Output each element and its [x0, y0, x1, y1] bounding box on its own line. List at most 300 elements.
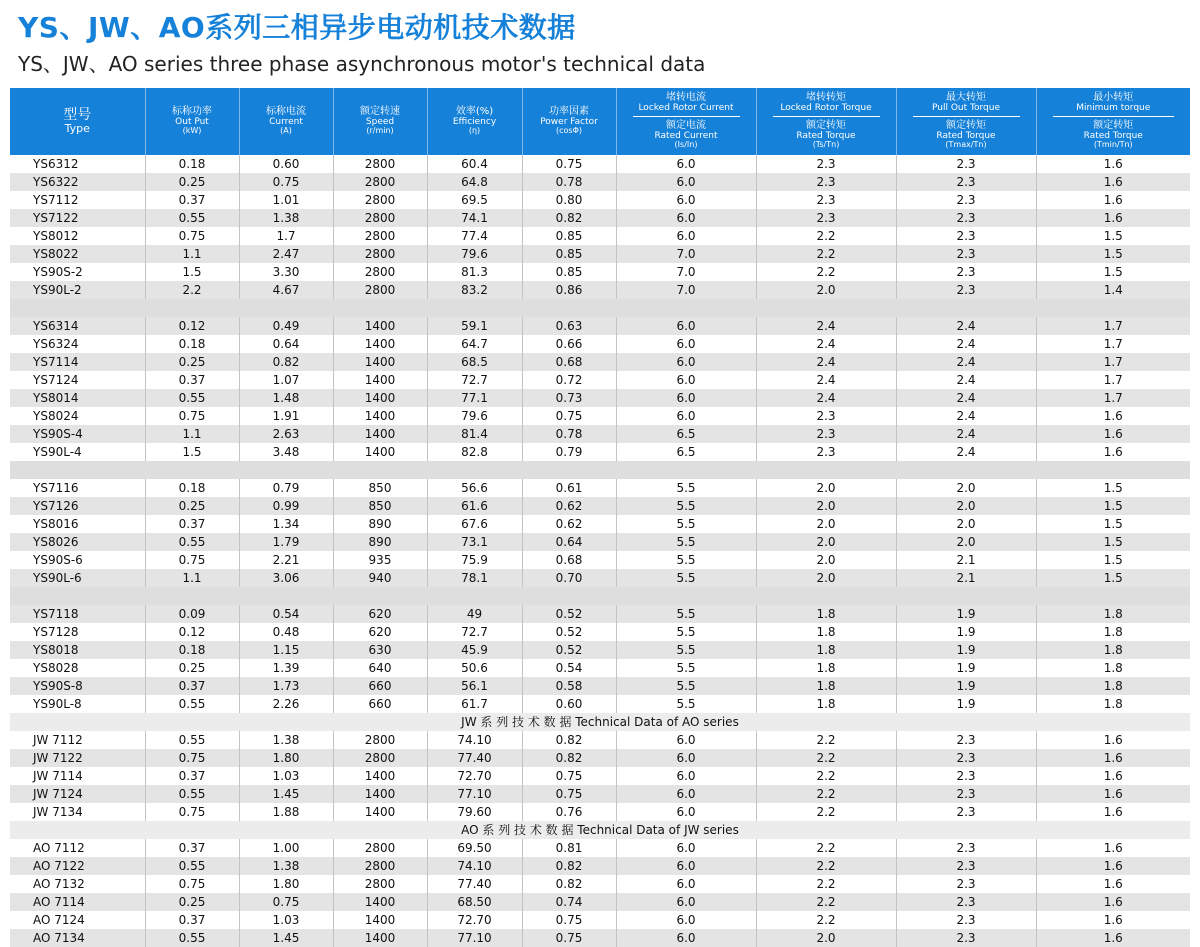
value-cell: 0.18 [145, 155, 239, 173]
value-cell: 6.0 [616, 767, 756, 785]
value-cell: 640 [333, 659, 427, 677]
value-cell: 0.82 [522, 875, 616, 893]
value-cell: 2.3 [896, 173, 1036, 191]
value-cell: 1.34 [239, 515, 333, 533]
value-cell: 2.4 [896, 353, 1036, 371]
value-cell: 2.2 [145, 281, 239, 299]
model-cell: YS90L-2 [10, 281, 145, 299]
value-cell: 660 [333, 695, 427, 713]
value-cell: 7.0 [616, 281, 756, 299]
table-row [10, 569, 1190, 587]
model-cell: AO 7134 [10, 929, 145, 947]
model-cell: YS90S-6 [33, 553, 83, 567]
value-cell: 72.70 [427, 767, 522, 785]
model-cell: YS7128 [33, 625, 79, 639]
value-cell: 2.3 [896, 263, 1036, 281]
value-cell: 2.0 [756, 551, 896, 569]
separator-row [10, 587, 1190, 605]
value-cell: 2.2 [756, 227, 896, 245]
value-cell: 2.0 [756, 479, 896, 497]
value-cell: 2.2 [756, 911, 896, 929]
value-cell: 0.52 [522, 623, 616, 641]
value-cell: 0.55 [145, 533, 239, 551]
value-cell: 77.40 [427, 875, 522, 893]
table-row [10, 425, 1190, 443]
value-cell: 1.6 [1036, 767, 1190, 785]
value-cell: 2.3 [756, 209, 896, 227]
value-cell: 1.6 [1036, 785, 1190, 803]
value-cell: 0.55 [145, 389, 239, 407]
value-cell: 1400 [333, 425, 427, 443]
value-cell: 1.7 [1036, 335, 1190, 353]
value-cell: 5.5 [616, 569, 756, 587]
value-cell: 1.6 [1036, 191, 1190, 209]
value-cell: 1.5 [1036, 533, 1190, 551]
model-cell: YS6324 [33, 337, 79, 351]
value-cell: 2.3 [896, 227, 1036, 245]
header-output: 标称功率 Out Put (kW) [145, 88, 239, 155]
value-cell: 0.61 [522, 479, 616, 497]
value-cell: 1.1 [145, 569, 239, 587]
value-cell: 660 [333, 677, 427, 695]
value-cell: 1400 [333, 407, 427, 425]
value-cell: 1.8 [756, 677, 896, 695]
value-cell: 2800 [333, 173, 427, 191]
value-cell: 2800 [333, 731, 427, 749]
value-cell: 0.78 [522, 173, 616, 191]
value-cell: 50.6 [427, 659, 522, 677]
value-cell: 79.60 [427, 803, 522, 821]
value-cell: 5.5 [616, 659, 756, 677]
value-cell: 6.0 [616, 857, 756, 875]
value-cell: 0.18 [145, 335, 239, 353]
table-row [10, 479, 1190, 497]
value-cell: 1.8 [1036, 677, 1190, 695]
value-cell: 79.6 [427, 245, 522, 263]
value-cell: 935 [333, 551, 427, 569]
value-cell: 4.67 [239, 281, 333, 299]
value-cell: 0.25 [145, 497, 239, 515]
value-cell: 2.4 [896, 425, 1036, 443]
model-cell: YS8028 [33, 661, 79, 675]
value-cell: 0.79 [239, 479, 333, 497]
section-header-row [10, 713, 1190, 731]
value-cell: 6.0 [616, 875, 756, 893]
value-cell: 2.4 [896, 371, 1036, 389]
value-cell: 2.3 [896, 893, 1036, 911]
value-cell: 1.8 [756, 623, 896, 641]
value-cell: 0.73 [522, 389, 616, 407]
value-cell: 2.3 [756, 173, 896, 191]
value-cell: 6.0 [616, 893, 756, 911]
value-cell: 0.37 [145, 911, 239, 929]
value-cell: 0.75 [239, 893, 333, 911]
value-cell: 3.06 [239, 569, 333, 587]
table-row [10, 371, 1190, 389]
value-cell: 2.3 [896, 767, 1036, 785]
value-cell: 0.68 [522, 353, 616, 371]
value-cell: 3.30 [239, 263, 333, 281]
table-row [10, 749, 1190, 767]
value-cell: 0.12 [145, 317, 239, 335]
value-cell: 2800 [333, 155, 427, 173]
value-cell: 2800 [333, 227, 427, 245]
model-cell: YS6322 [10, 173, 145, 191]
value-cell: 1.00 [239, 839, 333, 857]
value-cell: 1.6 [1036, 893, 1190, 911]
model-cell: YS8014 [10, 389, 145, 407]
value-cell: 77.4 [427, 227, 522, 245]
value-cell: 61.7 [427, 695, 522, 713]
value-cell: 6.0 [616, 353, 756, 371]
model-cell: YS90L-8 [33, 697, 82, 711]
separator-row [10, 461, 1190, 479]
value-cell: 2.4 [896, 443, 1036, 461]
value-cell: 1.80 [239, 749, 333, 767]
value-cell: 6.0 [616, 749, 756, 767]
value-cell: 0.75 [522, 929, 616, 947]
value-cell: 82.8 [427, 443, 522, 461]
model-cell: AO 7122 [10, 857, 145, 875]
value-cell: 1.9 [896, 605, 1036, 623]
value-cell: 1.6 [1036, 875, 1190, 893]
value-cell: 1.7 [1036, 389, 1190, 407]
value-cell: 2.3 [756, 407, 896, 425]
value-cell: 1400 [333, 443, 427, 461]
value-cell: 0.37 [145, 677, 239, 695]
value-cell: 1400 [333, 785, 427, 803]
value-cell: 0.75 [522, 785, 616, 803]
value-cell: 0.75 [145, 407, 239, 425]
value-cell: 1.6 [1036, 839, 1190, 857]
value-cell: 0.60 [522, 695, 616, 713]
model-cell: YS7112 [33, 193, 79, 207]
value-cell: 0.82 [522, 749, 616, 767]
model-cell: YS6314 [10, 317, 145, 335]
value-cell: 2.3 [896, 803, 1036, 821]
table-row [10, 767, 1190, 785]
table-row [10, 839, 1190, 857]
table-row [10, 875, 1190, 893]
value-cell: 3.48 [239, 443, 333, 461]
value-cell: 2.0 [896, 497, 1036, 515]
value-cell: 0.60 [239, 155, 333, 173]
value-cell: 0.78 [522, 425, 616, 443]
value-cell: 2800 [333, 209, 427, 227]
value-cell: 1.7 [1036, 317, 1190, 335]
value-cell: 56.1 [427, 677, 522, 695]
value-cell: 5.5 [616, 623, 756, 641]
value-cell: 2.26 [239, 695, 333, 713]
value-cell: 6.5 [616, 443, 756, 461]
section-header-row [10, 821, 1190, 839]
value-cell: 2.21 [239, 551, 333, 569]
value-cell: 6.0 [616, 407, 756, 425]
value-cell: 2.47 [239, 245, 333, 263]
value-cell: 1.7 [1036, 371, 1190, 389]
value-cell: 1.1 [145, 425, 239, 443]
value-cell: 2.0 [896, 515, 1036, 533]
value-cell: 2.2 [756, 893, 896, 911]
value-cell: 0.63 [522, 317, 616, 335]
value-cell: 1.6 [1036, 857, 1190, 875]
value-cell: 0.80 [522, 191, 616, 209]
value-cell: 0.75 [145, 875, 239, 893]
value-cell: 2.3 [896, 749, 1036, 767]
value-cell: 0.64 [239, 335, 333, 353]
value-cell: 1400 [333, 803, 427, 821]
value-cell: 0.37 [145, 515, 239, 533]
value-cell: 0.25 [145, 893, 239, 911]
table-row [10, 677, 1190, 695]
value-cell: 2800 [333, 839, 427, 857]
value-cell: 0.18 [145, 641, 239, 659]
value-cell: 2.3 [896, 155, 1036, 173]
model-cell: JW 7122 [10, 749, 145, 767]
value-cell: 2.3 [896, 785, 1036, 803]
value-cell: 74.10 [427, 857, 522, 875]
value-cell: 72.70 [427, 911, 522, 929]
header-power-factor: 功率因素 Power Factor (cosΦ) [522, 88, 616, 155]
value-cell: 850 [333, 479, 427, 497]
model-cell: YS7118 [10, 605, 145, 623]
value-cell: 0.76 [522, 803, 616, 821]
value-cell: 6.0 [616, 191, 756, 209]
value-cell: 64.7 [427, 335, 522, 353]
value-cell: 2.0 [756, 569, 896, 587]
value-cell: 56.6 [427, 479, 522, 497]
value-cell: 1.1 [145, 245, 239, 263]
value-cell: 74.1 [427, 209, 522, 227]
value-cell: 1.8 [756, 659, 896, 677]
value-cell: 0.75 [239, 173, 333, 191]
value-cell: 0.86 [522, 281, 616, 299]
value-cell: 1.5 [1036, 497, 1190, 515]
value-cell: 1.6 [1036, 443, 1190, 461]
model-cell: YS8016 [33, 517, 79, 531]
model-cell: YS8012 [33, 229, 79, 243]
value-cell: 1.88 [239, 803, 333, 821]
value-cell: 0.75 [522, 155, 616, 173]
value-cell: 6.0 [616, 209, 756, 227]
value-cell: 49 [427, 605, 522, 623]
value-cell: 1.03 [239, 911, 333, 929]
table-row [10, 641, 1190, 659]
model-cell: YS90S-4 [10, 425, 145, 443]
value-cell: 2.3 [756, 191, 896, 209]
value-cell: 2.0 [896, 533, 1036, 551]
table-header-row [10, 88, 1190, 155]
value-cell: 68.5 [427, 353, 522, 371]
value-cell: 5.5 [616, 533, 756, 551]
model-cell: YS6312 [33, 157, 79, 171]
value-cell: 2.4 [896, 335, 1036, 353]
value-cell: 0.54 [239, 605, 333, 623]
table-row [10, 317, 1190, 335]
value-cell: 1.45 [239, 929, 333, 947]
value-cell: 2.2 [756, 839, 896, 857]
value-cell: 1.9 [896, 659, 1036, 677]
value-cell: 1.8 [1036, 695, 1190, 713]
model-cell: YS7116 [33, 481, 79, 495]
model-cell: YS8022 [10, 245, 145, 263]
table-row [10, 497, 1190, 515]
section-title: AO 系 列 技 术 数 据 Technical Data of JW series [10, 821, 1190, 839]
value-cell: 0.75 [145, 227, 239, 245]
value-cell: 81.4 [427, 425, 522, 443]
model-cell: YS8018 [10, 641, 145, 659]
value-cell: 0.25 [145, 659, 239, 677]
value-cell: 7.0 [616, 245, 756, 263]
value-cell: 2.3 [896, 731, 1036, 749]
header-efficiency: 效率(%) Efficiency (η) [427, 88, 522, 155]
header-locked-rotor-torque: 堵转转矩 Locked Rotor Torque 额定转矩 Rated Torque (Ts/Tn) [756, 88, 896, 155]
value-cell: 2.2 [756, 803, 896, 821]
table-row [10, 515, 1190, 533]
value-cell: 2.0 [756, 929, 896, 947]
value-cell: 45.9 [427, 641, 522, 659]
value-cell: 1.5 [1036, 263, 1190, 281]
value-cell: 1.48 [239, 389, 333, 407]
model-cell: YS7122 [10, 209, 145, 227]
value-cell: 0.37 [145, 839, 239, 857]
value-cell: 2.0 [896, 479, 1036, 497]
separator-cell [10, 587, 1190, 605]
value-cell: 5.5 [616, 695, 756, 713]
table-row [10, 353, 1190, 371]
value-cell: 2.4 [756, 353, 896, 371]
value-cell: 5.5 [616, 677, 756, 695]
value-cell: 1.5 [145, 263, 239, 281]
model-cell: YS7114 [10, 353, 145, 371]
value-cell: 2.2 [756, 731, 896, 749]
model-cell: YS90L-6 [10, 569, 145, 587]
value-cell: 0.66 [522, 335, 616, 353]
value-cell: 6.0 [616, 911, 756, 929]
table-row [10, 263, 1190, 281]
model-cell: AO 7132 [33, 877, 85, 891]
table-row [10, 803, 1190, 821]
value-cell: 0.75 [145, 551, 239, 569]
value-cell: 5.5 [616, 497, 756, 515]
value-cell: 2.3 [756, 155, 896, 173]
value-cell: 1.8 [1036, 641, 1190, 659]
value-cell: 0.72 [522, 371, 616, 389]
value-cell: 0.70 [522, 569, 616, 587]
value-cell: 2.4 [756, 371, 896, 389]
value-cell: 0.85 [522, 245, 616, 263]
value-cell: 0.52 [522, 641, 616, 659]
value-cell: 1.5 [1036, 227, 1190, 245]
value-cell: 1.15 [239, 641, 333, 659]
page-subtitle: YS、JW、AO series three phase asynchronous motor's technical data [18, 52, 706, 76]
value-cell: 0.55 [145, 731, 239, 749]
value-cell: 2.3 [896, 911, 1036, 929]
value-cell: 1400 [333, 893, 427, 911]
value-cell: 1.6 [1036, 155, 1190, 173]
value-cell: 6.0 [616, 371, 756, 389]
table-row [10, 605, 1190, 623]
value-cell: 1400 [333, 767, 427, 785]
value-cell: 2800 [333, 875, 427, 893]
table-row [10, 227, 1190, 245]
value-cell: 0.75 [522, 767, 616, 785]
value-cell: 1.38 [239, 209, 333, 227]
value-cell: 74.10 [427, 731, 522, 749]
value-cell: 2.4 [756, 335, 896, 353]
model-cell: AO 7112 [33, 841, 85, 855]
value-cell: 0.58 [522, 677, 616, 695]
value-cell: 1.4 [1036, 281, 1190, 299]
value-cell: 1400 [333, 317, 427, 335]
table-row [10, 857, 1190, 875]
value-cell: 1.9 [896, 641, 1036, 659]
value-cell: 6.0 [616, 155, 756, 173]
value-cell: 1.6 [1036, 731, 1190, 749]
value-cell: 1.6 [1036, 803, 1190, 821]
value-cell: 1.01 [239, 191, 333, 209]
value-cell: 81.3 [427, 263, 522, 281]
value-cell: 0.75 [145, 803, 239, 821]
value-cell: 1.5 [1036, 479, 1190, 497]
value-cell: 72.7 [427, 623, 522, 641]
value-cell: 2.2 [756, 749, 896, 767]
value-cell: 2.63 [239, 425, 333, 443]
table-row [10, 623, 1190, 641]
table-row [10, 695, 1190, 713]
value-cell: 2.2 [756, 785, 896, 803]
value-cell: 5.5 [616, 479, 756, 497]
value-cell: 1.8 [756, 605, 896, 623]
value-cell: 0.12 [145, 623, 239, 641]
value-cell: 2.3 [896, 857, 1036, 875]
value-cell: 68.50 [427, 893, 522, 911]
table-row [10, 551, 1190, 569]
value-cell: 77.40 [427, 749, 522, 767]
value-cell: 0.54 [522, 659, 616, 677]
value-cell: 0.82 [239, 353, 333, 371]
value-cell: 1400 [333, 389, 427, 407]
value-cell: 2.3 [896, 245, 1036, 263]
table-row [10, 191, 1190, 209]
table-row [10, 281, 1190, 299]
model-cell: YS8024 [33, 409, 79, 423]
value-cell: 60.4 [427, 155, 522, 173]
separator-row [10, 299, 1190, 317]
separator-cell [10, 299, 1190, 317]
value-cell: 2800 [333, 245, 427, 263]
value-cell: 2.3 [896, 875, 1036, 893]
model-cell: JW 7124 [10, 785, 145, 803]
value-cell: 1.9 [896, 695, 1036, 713]
value-cell: 2.4 [756, 389, 896, 407]
value-cell: 0.99 [239, 497, 333, 515]
value-cell: 0.55 [145, 695, 239, 713]
value-cell: 0.74 [522, 893, 616, 911]
value-cell: 0.18 [145, 479, 239, 497]
model-cell: AO 7114 [10, 893, 145, 911]
value-cell: 1.5 [1036, 569, 1190, 587]
value-cell: 77.1 [427, 389, 522, 407]
value-cell: 0.85 [522, 263, 616, 281]
value-cell: 6.0 [616, 839, 756, 857]
value-cell: 0.37 [145, 191, 239, 209]
value-cell: 83.2 [427, 281, 522, 299]
value-cell: 620 [333, 605, 427, 623]
value-cell: 1.6 [1036, 929, 1190, 947]
value-cell: 0.25 [145, 173, 239, 191]
value-cell: 0.85 [522, 227, 616, 245]
